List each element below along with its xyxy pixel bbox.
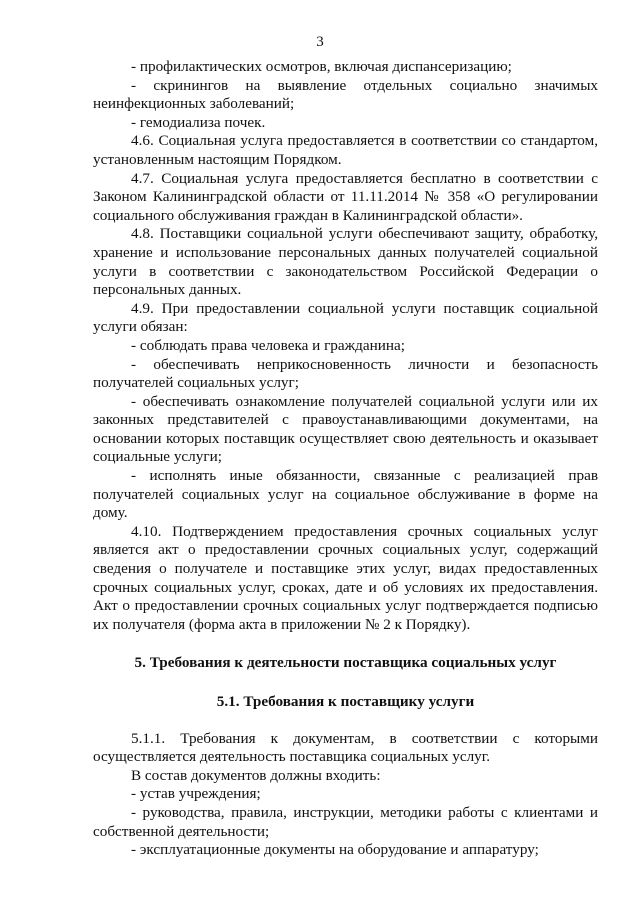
paragraph: - исполнять иные обязанности, связанные с реализацией прав получателей социальных услуг на социальное обслуживание в форме на дому.: [93, 467, 598, 522]
paragraph: 4.10. Подтверждением предоставления срочных социальных услуг является акт о предоставлении срочных социальных услуг, содержащий сведения о получателе и поставщике этих услуг, видах предоставленных срочных социальных услуг, сроках, дате и об условиях их предоставления. Акт о предоставлении срочных социальных услуг подтверждается подписью их получателя (форма акта в приложении № 2 к Порядку).: [93, 522, 598, 633]
paragraph: В состав документов должны входить:: [131, 766, 381, 784]
paragraph: - обеспечивать ознакомление получателей социальной услуги или их законных представителей с правоустанавливающими документами, на основании которых поставщик осуществляет свою деятельность и оказывает социальные услуги;: [93, 392, 598, 466]
paragraph: - устав учреждения;: [131, 785, 261, 803]
paragraph: - соблюдать права человека и гражданина;: [131, 336, 405, 354]
paragraph: - скринингов на выявление отдельных социально значимых неинфекционных заболеваний;: [93, 76, 598, 113]
paragraph: - эксплуатационные документы на оборудование и аппаратуру;: [131, 841, 539, 859]
paragraph: - руководства, правила, инструкции, методики работы с клиентами и собственной деятельности;: [93, 803, 598, 840]
page-number: 3: [316, 34, 324, 50]
paragraph: 4.9. При предоставлении социальной услуги поставщик социальной услуги обязан:: [93, 299, 598, 336]
section-heading: 5. Требования к деятельности поставщика социальных услуг: [134, 654, 557, 672]
paragraph: - обеспечивать неприкосновенность личности и безопасность получателей социальных услуг;: [93, 355, 598, 392]
paragraph: 4.7. Социальная услуга предоставляется бесплатно в соответствии с Законом Калининградской области от 11.11.2014 № 358 «О регулировании социального обслуживания граждан в Калининградской области».: [93, 169, 598, 224]
paragraph: 4.6. Социальная услуга предоставляется в соответствии со стандартом, установленным настоящим Порядком.: [93, 132, 598, 168]
paragraph: 5.1.1. Требования к документам, в соответствии с которыми осуществляется деятельность поставщика социальных услуг.: [93, 729, 598, 766]
subsection-heading: 5.1. Требования к поставщику услуги: [216, 693, 475, 710]
paragraph: - гемодиализа почек.: [131, 113, 266, 131]
paragraph: 4.8. Поставщики социальной услуги обеспечивают защиту, обработку, хранение и использование персональных данных получателей социальной услуги в соответствии с законодательством Российской Федерации о персональных данных.: [93, 225, 598, 299]
paragraph: - профилактических осмотров, включая диспансеризацию;: [131, 58, 512, 75]
document-body: [93, 58, 598, 860]
